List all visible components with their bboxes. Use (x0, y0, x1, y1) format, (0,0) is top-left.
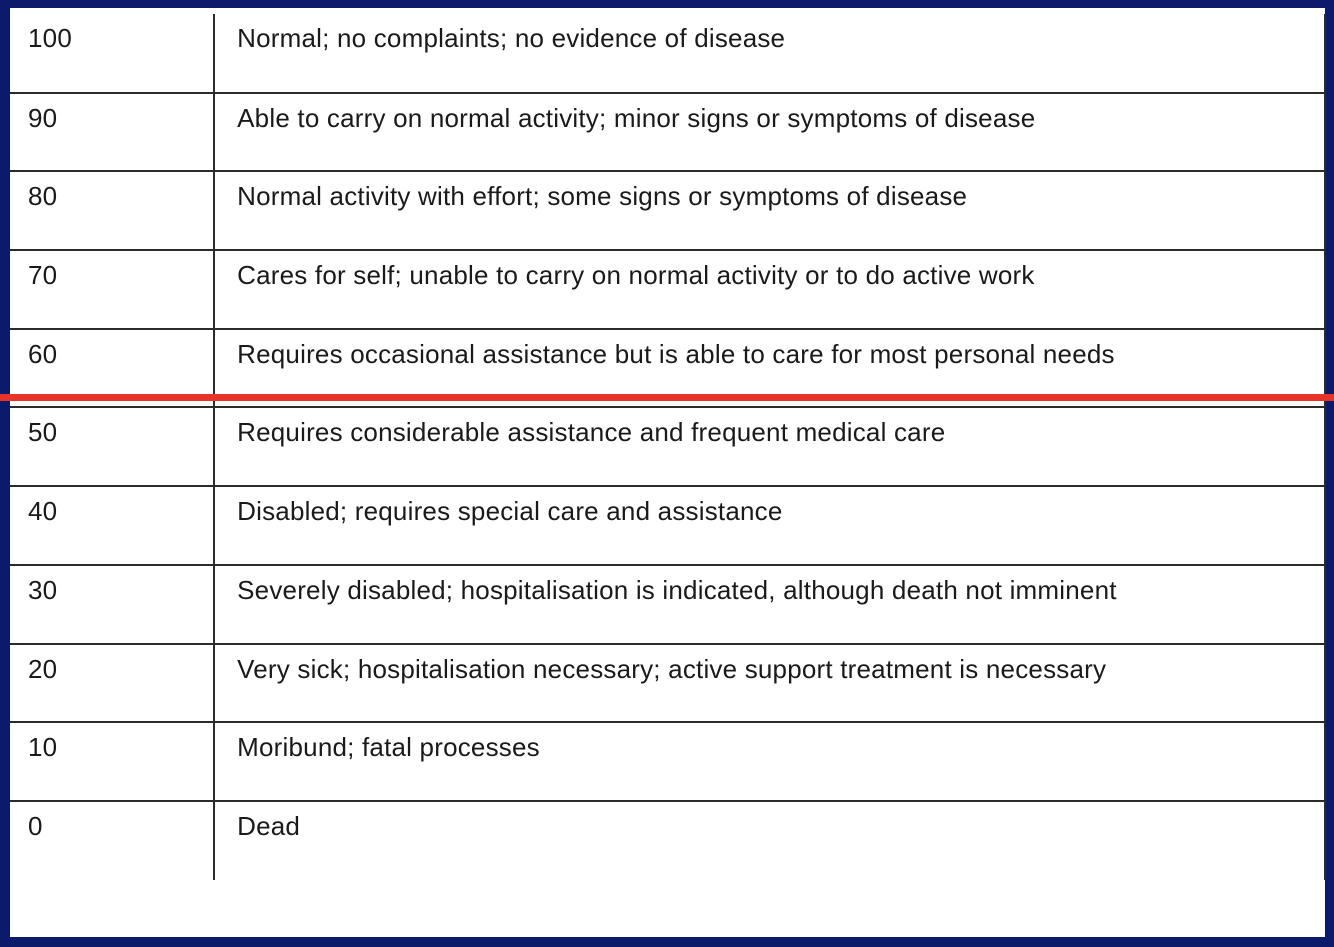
score-cell: 50 (10, 407, 214, 486)
description-cell: Moribund; fatal processes (214, 722, 1325, 801)
score-cell: 60 (10, 329, 214, 408)
table-row (10, 722, 1325, 801)
table-row (10, 14, 1325, 93)
table-row (10, 407, 1325, 486)
description-cell: Severely disabled; hospitalisation is indicated, although death not imminent (214, 565, 1325, 644)
description-cell: Requires considerable assistance and frequent medical care (214, 407, 1325, 486)
score-cell: 10 (10, 722, 214, 801)
table-row (10, 565, 1325, 644)
score-cell: 80 (10, 171, 214, 250)
table-row (10, 644, 1325, 723)
cutoff-line (0, 394, 1334, 401)
table-row (10, 801, 1325, 880)
description-cell: Very sick; hospitalisation necessary; active support treatment is necessary (214, 644, 1325, 723)
description-cell: Cares for self; unable to carry on normal activity or to do active work (214, 250, 1325, 329)
performance-status-table (10, 14, 1326, 880)
score-cell: 30 (10, 565, 214, 644)
score-cell: 90 (10, 93, 214, 172)
table-row (10, 93, 1325, 172)
score-cell: 0 (10, 801, 214, 880)
table-row (10, 486, 1325, 565)
description-cell: Dead (214, 801, 1325, 880)
score-cell: 40 (10, 486, 214, 565)
description-cell: Requires occasional assistance but is able to care for most personal needs (214, 329, 1325, 408)
table-row (10, 171, 1325, 250)
table-row (10, 250, 1325, 329)
description-cell: Able to carry on normal activity; minor signs or symptoms of disease (214, 93, 1325, 172)
score-cell: 100 (10, 14, 214, 93)
description-cell: Normal activity with effort; some signs or symptoms of disease (214, 171, 1325, 250)
score-cell: 20 (10, 644, 214, 723)
description-cell: Disabled; requires special care and assistance (214, 486, 1325, 565)
score-cell: 70 (10, 250, 214, 329)
description-cell: Normal; no complaints; no evidence of disease (214, 14, 1325, 93)
